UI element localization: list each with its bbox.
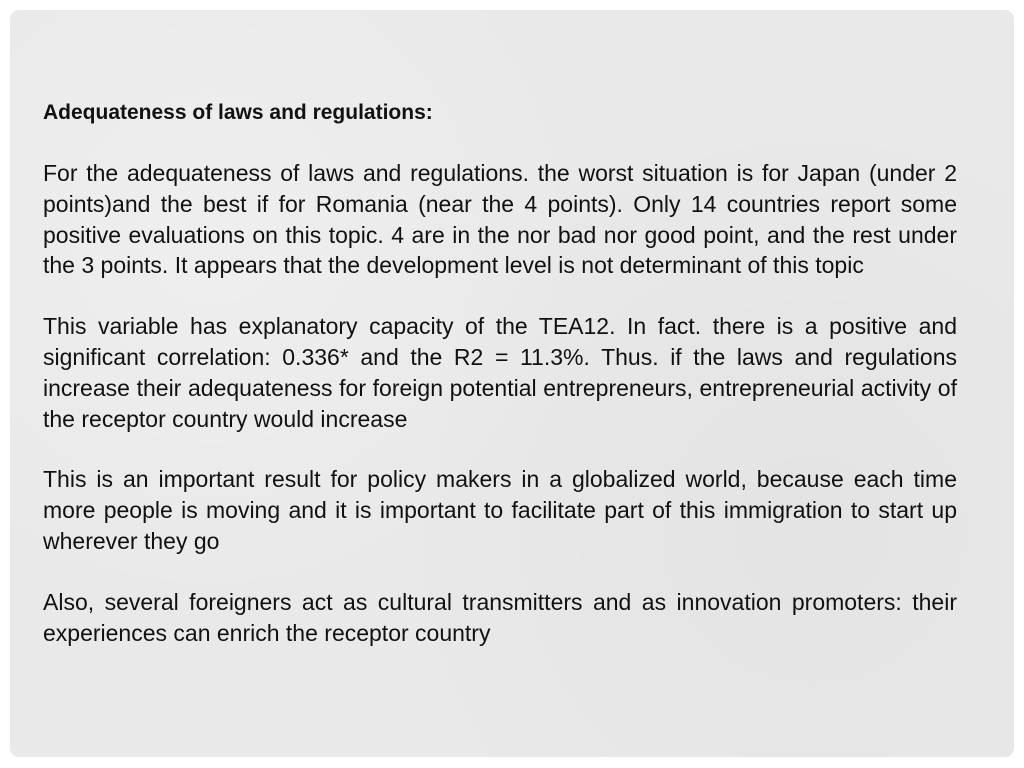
paragraph-policy-makers: This is an important result for policy makers in a globalized world, because each time more people is moving and it is important to facilitate part of this immigration to start up wherever they go <box>43 466 957 554</box>
slide-heading: Adequateness of laws and regulations: <box>43 101 433 124</box>
slide-content <box>43 98 957 648</box>
paragraph-correlation: This variable has explanatory capacity of the TEA12. In fact. there is a positive and significant correlation: 0.336* and the R2 = 11.3%. Thus. if the laws and regulations increase their adequateness for foreign potential entrepreneurs, entrepreneurial activity of the receptor country would increase <box>43 313 957 432</box>
slide-frame <box>10 10 1014 757</box>
paragraph-cultural-transmitters: Also, several foreigners act as cultural transmitters and as innovation promoters: their experiences can enrich the receptor country <box>43 588 957 646</box>
paragraph-worst-best: For the adequateness of laws and regulations. the worst situation is for Japan (under 2 points)and the best if for Romania (near the 4 points). Only 14 countries report some positive evaluations on this topic. 4 are in the nor bad nor good point, and the rest under the 3 points. It appears that the development level is not determinant of this topic <box>43 160 957 279</box>
